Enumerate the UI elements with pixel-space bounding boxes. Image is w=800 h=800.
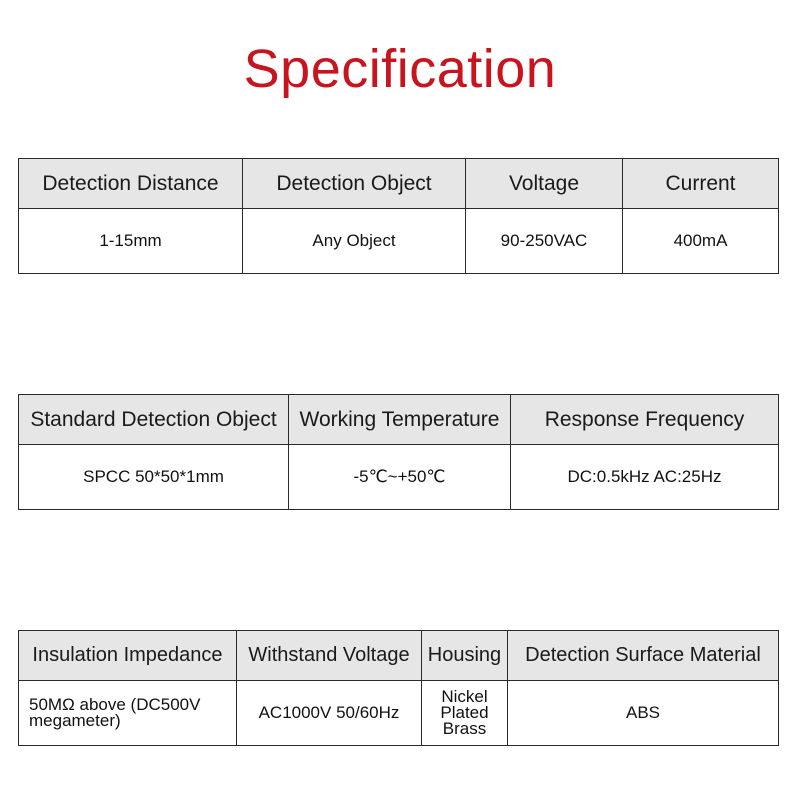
table-header-row [19,395,779,445]
header-response-frequency: Response Frequency [511,395,779,445]
page-title: Specification [243,39,557,99]
header-voltage: Voltage [466,159,623,209]
table-row [19,445,779,510]
header-detection-surface-material: Detection Surface Material [508,631,779,681]
value-current: 400mA [623,209,779,274]
value-withstand-voltage: AC1000V 50/60Hz [237,681,422,746]
table-header-row [19,631,779,681]
table-row [19,681,779,746]
spec-table-2 [18,394,779,510]
value-detection-object: Any Object [243,209,466,274]
value-housing: Nickel Plated Brass [422,681,508,746]
header-housing: Housing [422,631,508,681]
value-working-temperature: -5℃~+50℃ [289,445,511,510]
header-standard-detection-object: Standard Detection Object [19,395,289,445]
spec-table-1 [18,158,779,274]
value-response-frequency: DC:0.5kHz AC:25Hz [511,445,779,510]
header-current: Current [623,159,779,209]
value-insulation-impedance: 50MΩ above (DC500V megameter) [19,681,237,746]
value-detection-surface-material: ABS [508,681,779,746]
header-insulation-impedance: Insulation Impedance [19,631,237,681]
header-working-temperature: Working Temperature [289,395,511,445]
header-detection-object: Detection Object [243,159,466,209]
value-voltage: 90-250VAC [466,209,623,274]
table-row [19,209,779,274]
table-header-row [19,159,779,209]
value-standard-detection-object: SPCC 50*50*1mm [19,445,289,510]
header-detection-distance: Detection Distance [19,159,243,209]
header-withstand-voltage: Withstand Voltage [237,631,422,681]
value-detection-distance: 1-15mm [19,209,243,274]
spec-table-3 [18,630,779,746]
